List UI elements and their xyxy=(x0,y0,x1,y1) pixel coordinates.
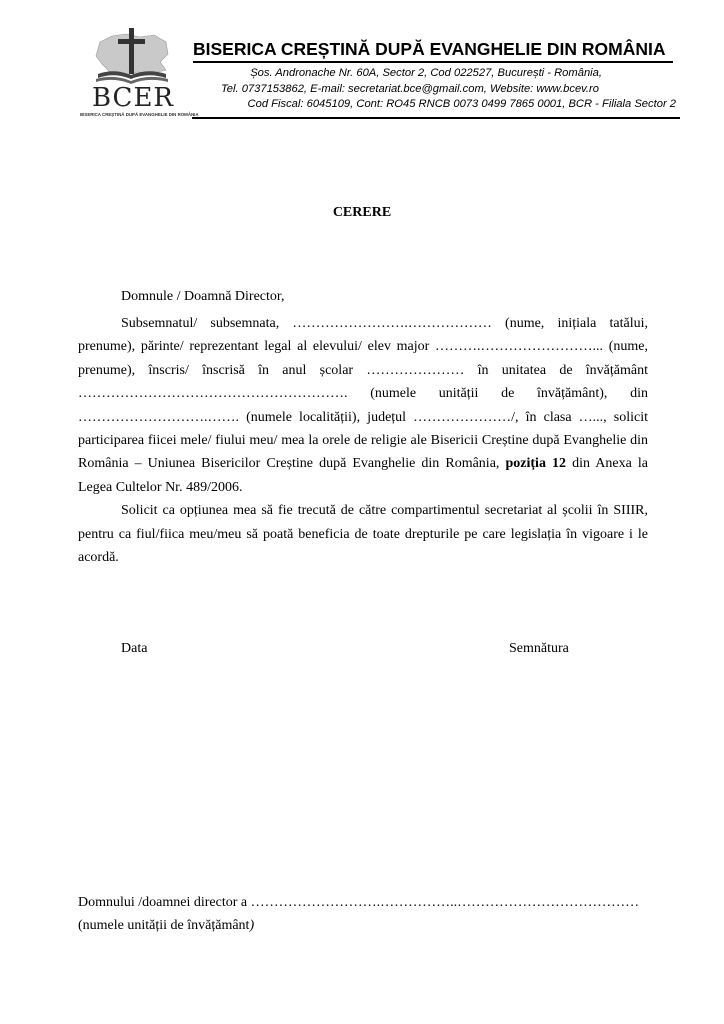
letterhead xyxy=(80,28,680,120)
cross-book-icon xyxy=(80,28,184,90)
contact-line: Tel. 0737153862, E-mail: secretariat.bce@gmail.com, Website: www.bcev.ro xyxy=(220,83,599,95)
header-bottom-rule xyxy=(192,117,680,119)
header-divider xyxy=(193,61,673,63)
logo-subtext: BISERICA CREȘTINĂ DUPĂ EVANGHELIE DIN ROMÂNIA xyxy=(80,112,199,117)
school-name-note-text: (numele unității de învățământ xyxy=(78,918,250,933)
document-title: CERERE xyxy=(332,205,392,220)
request-paragraph xyxy=(78,312,648,499)
request-text: Subsemnatul/ subsemnata, …………………….……………… (nume, inițiala tatălui, prenume), părinte/ reprezentant legal al elevului/ elev major ……….……………………... (nume, prenume), înscris/ înscrisă în anul școlar ………………… în unitatea de învățământ …………………………………………………. (numele unității de învățământ), din ……………………….……. (numele localității), județul …………………/, în clasa …..., solicit participarea fiicei mele/ fiului meu/ mea la orele de religie ale Bisericii Creștine după Evanghelie din România – Uniunea Bisericilor Creștine după Evanghelie din România, xyxy=(78,316,648,472)
date-label: Data xyxy=(121,641,148,656)
signature-label: Semnătura xyxy=(509,641,569,656)
position-highlight: poziția 12 xyxy=(505,456,567,472)
school-name-note xyxy=(78,918,254,934)
organization-name: BISERICA CREȘTINĂ DUPĂ EVANGHELIE DIN ROMÂNIA xyxy=(193,39,666,59)
salutation: Domnule / Doamnă Director, xyxy=(121,289,285,304)
school-name-note-close: ) xyxy=(249,918,255,933)
request-text-end: din Anexa la Legea Cultelor Nr. 489/2006. xyxy=(78,456,648,495)
document-body xyxy=(78,312,648,569)
option-paragraph: Solicit ca opțiunea mea să fie trecută de către compartimentul secretariat al școlii în SIIIR, pentru ca fiul/fiica meu/meu să poată beneficia de toate drepturile pe care legislația în vigoare i le acordă. xyxy=(78,503,648,566)
address-line: Șos. Andronache Nr. 60A, Sector 2, Cod 022527, București - România, xyxy=(250,67,602,79)
addressee-line: Domnului /doamnei director a ……………………….……………..………………………………… xyxy=(78,895,640,910)
fiscal-line: Cod Fiscal: 6045109, Cont: RO45 RNCB 0073 0499 7865 0001, BCR - Filiala Sector 2 xyxy=(247,98,676,110)
logo-text: BCER xyxy=(91,83,175,113)
